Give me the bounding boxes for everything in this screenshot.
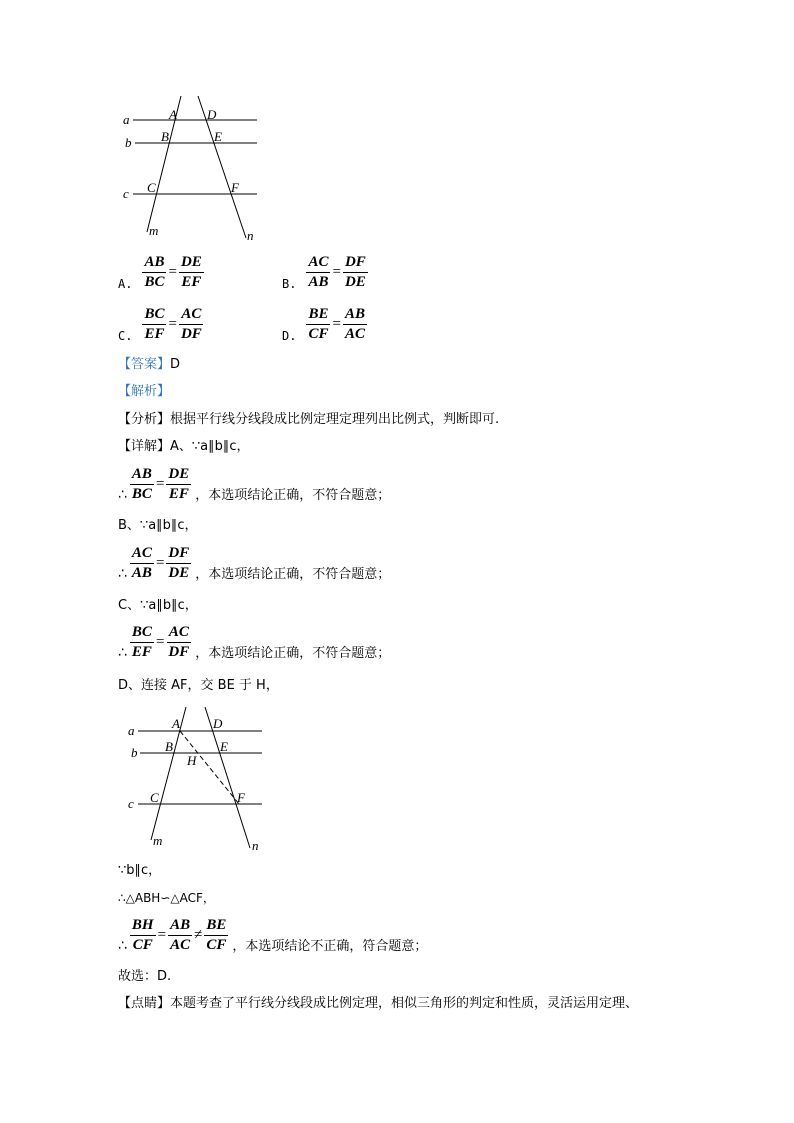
svg-text:A: A bbox=[172, 716, 180, 731]
svg-text:D: D bbox=[207, 107, 217, 122]
svg-text:m: m bbox=[153, 833, 163, 848]
svg-text:a: a bbox=[128, 723, 135, 738]
option-label: C. bbox=[118, 329, 133, 343]
option-label: B. bbox=[282, 277, 297, 291]
final-equation: ∴ $\frac{BH}{CF}$ = $\frac{AB}{AC}$ ≠ $\frac{BE}{CF}$ ，本选项结论不正确，符合题意； bbox=[118, 917, 428, 954]
fraction: $\frac{BC}{EF}$ bbox=[144, 306, 165, 342]
svg-text:D: D bbox=[213, 716, 223, 731]
step-c-premise: C、∵a∥b∥c， bbox=[118, 598, 198, 613]
auxiliary-line-diagram bbox=[0, 700, 794, 860]
fraction: $\frac{DE}{EF}$ bbox=[180, 254, 202, 290]
svg-text:b: b bbox=[131, 745, 138, 760]
fraction: $\frac{AC}{AB}$ bbox=[308, 254, 329, 290]
svg-text:B: B bbox=[165, 739, 173, 754]
step-d-text: D、连接 AF，交 BE 于 H， bbox=[118, 678, 279, 693]
analysis-heading: 【解析】 bbox=[118, 384, 171, 399]
choose-line: 故选：D. bbox=[118, 969, 172, 984]
fenxi-line: 【分析】根据平行线分线段成比例定理定理列出比例式，判断即可. bbox=[118, 412, 500, 427]
svg-text:F: F bbox=[231, 180, 239, 195]
option-a[interactable]: A. $\frac{AB}{BC}$ = $\frac{DE}{EF}$ bbox=[118, 254, 202, 291]
step-b-equation: ∴ $\frac{AC}{AB}$ = $\frac{DF}{DE}$ ，本选项结论正确，不符合题意； bbox=[118, 545, 391, 582]
fraction: $\frac{DF}{DE}$ bbox=[344, 254, 366, 290]
fraction: $\frac{AB}{BC}$ bbox=[144, 254, 165, 290]
svg-text:b: b bbox=[125, 135, 132, 150]
svg-text:A: A bbox=[169, 107, 177, 122]
parallel-lines-diagram bbox=[0, 0, 794, 260]
step-a-equation: ∴ $\frac{AB}{BC}$ = $\frac{DE}{EF}$ ，本选项结论正确，不符合题意； bbox=[118, 466, 391, 503]
step-b-premise: B、∵a∥b∥c， bbox=[118, 518, 198, 533]
svg-text:H: H bbox=[187, 753, 197, 768]
option-c[interactable]: C. $\frac{BC}{EF}$ = $\frac{AC}{DF}$ bbox=[118, 306, 202, 343]
svg-text:E: E bbox=[220, 739, 228, 754]
svg-text:E: E bbox=[214, 129, 222, 144]
dianjing-line: 【点睛】本题考查了平行线分线段成比例定理，相似三角形的判定和性质，灵活运用定理、 bbox=[118, 996, 639, 1011]
answer-line: 【答案】D bbox=[118, 357, 181, 372]
svg-text:n: n bbox=[252, 838, 259, 853]
svg-text:m: m bbox=[149, 223, 159, 238]
option-label: A. bbox=[118, 277, 133, 291]
svg-text:c: c bbox=[128, 796, 134, 811]
svg-text:a: a bbox=[123, 112, 130, 127]
option-d[interactable]: D. $\frac{BE}{CF}$ = $\frac{AB}{AC}$ bbox=[282, 306, 365, 343]
since-b-parallel-c: ∵b∥c， bbox=[118, 863, 162, 878]
step-c-equation: ∴ $\frac{BC}{EF}$ = $\frac{AC}{DF}$ ，本选项结论正确，不符合题意； bbox=[118, 624, 391, 661]
svg-text:C: C bbox=[147, 180, 156, 195]
fraction: $\frac{BE}{CF}$ bbox=[308, 306, 329, 342]
xiangjie-line: 【详解】A、∵a∥b∥c， bbox=[118, 439, 250, 454]
similar-triangles: ∴△ABH∽△ACF， bbox=[118, 891, 215, 905]
option-b[interactable]: B. $\frac{AC}{AB}$ = $\frac{DF}{DE}$ bbox=[282, 254, 366, 291]
fraction: $\frac{AB}{AC}$ bbox=[344, 306, 365, 342]
svg-text:B: B bbox=[161, 129, 169, 144]
svg-text:C: C bbox=[150, 790, 159, 805]
svg-text:F: F bbox=[237, 790, 245, 805]
fraction: $\frac{AC}{DF}$ bbox=[180, 306, 202, 342]
svg-text:n: n bbox=[247, 228, 254, 243]
option-label: D. bbox=[282, 329, 297, 343]
svg-text:c: c bbox=[123, 186, 129, 201]
